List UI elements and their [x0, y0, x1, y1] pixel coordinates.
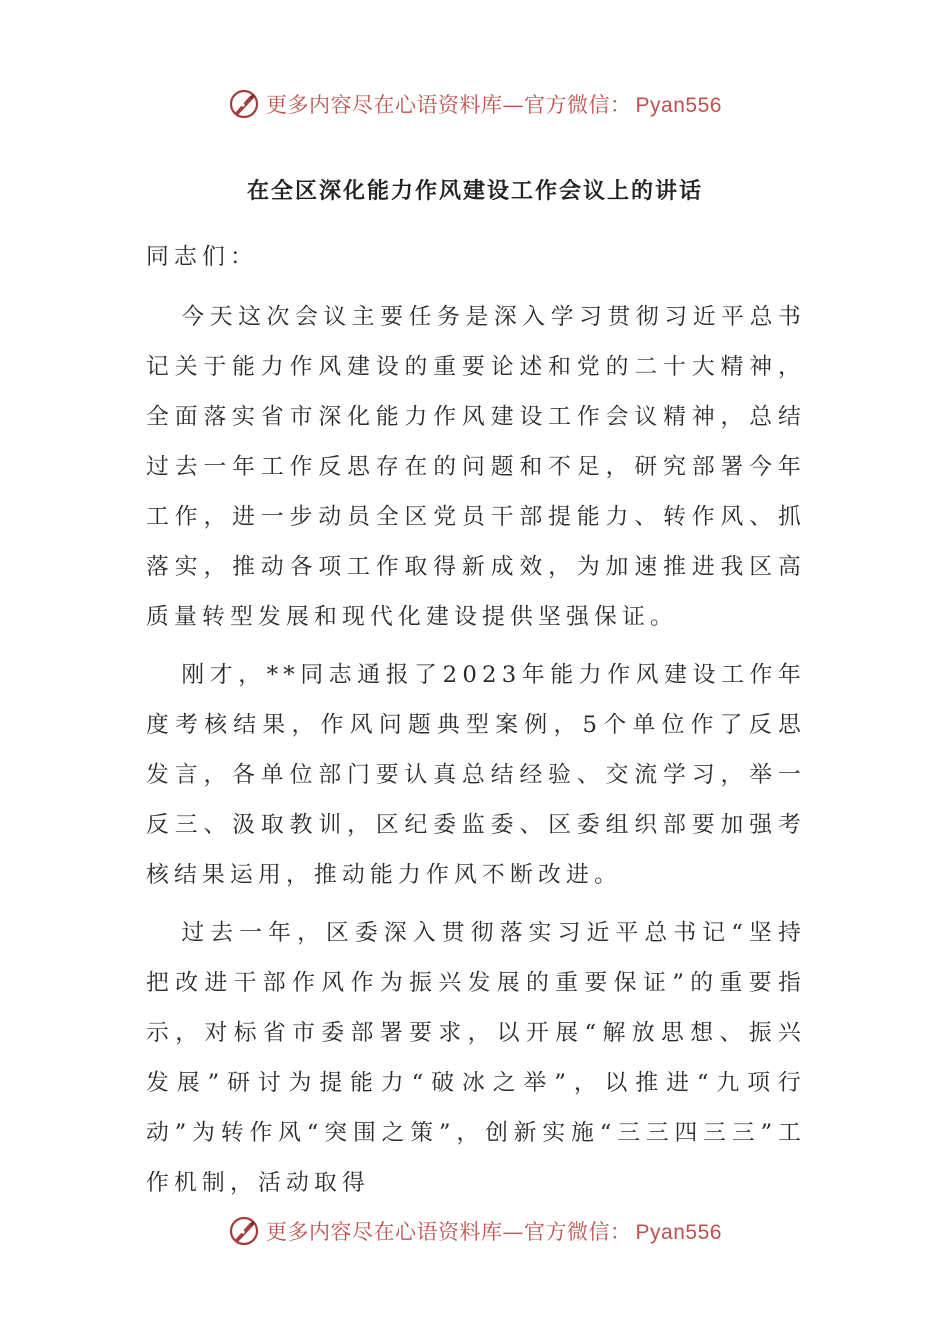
page-title: 在全区深化能力作风建设工作会议上的讲话	[246, 179, 703, 204]
pen-nib-icon	[228, 88, 260, 120]
salutation: 同志们：	[146, 244, 258, 270]
paragraph: 过去一年，区委深入贯彻落实习近平总书记“坚持把改进干部作风作为振兴发展的重要保证”的重要指示，对标省市委部署要求，以开展“解放思想、振兴发展”研讨为提能力“破冰之举”，以推进“九项行动”为转作风“突围之策”，创新实施“三三四三三”工作机制，活动取得	[146, 920, 806, 1196]
document-body	[146, 232, 806, 1216]
wechat-id: Pyan556	[635, 1221, 722, 1244]
banner-text: 更多内容尽在心语资料库—官方微信：	[266, 1220, 632, 1244]
pen-nib-icon	[228, 1215, 260, 1247]
banner-text: 更多内容尽在心语资料库—官方微信：	[266, 93, 632, 117]
footer-banner	[0, 1211, 950, 1251]
paragraph: 今天这次会议主要任务是深入学习贯彻习近平总书记关于能力作风建设的重要论述和党的二十大精神，全面落实省市深化能力作风建设工作会议精神，总结过去一年工作反思存在的问题和不足，研究部署今年工作，进一步动员全区党员干部提能力、转作风、抓落实，推动各项工作取得新成效，为加速推进我区高质量转型发展和现代化建设提供坚强保证。	[146, 304, 806, 630]
paragraph: 刚才，**同志通报了2023年能力作风建设工作年度考核结果，作风问题典型案例，5个单位作了反思发言，各单位部门要认真总结经验、交流学习，举一反三、汲取教训，区纪委监委、区委组织部要加强考核结果运用，推动能力作风不断改进。	[146, 662, 806, 888]
wechat-id: Pyan556	[635, 94, 722, 117]
header-banner	[0, 84, 950, 124]
